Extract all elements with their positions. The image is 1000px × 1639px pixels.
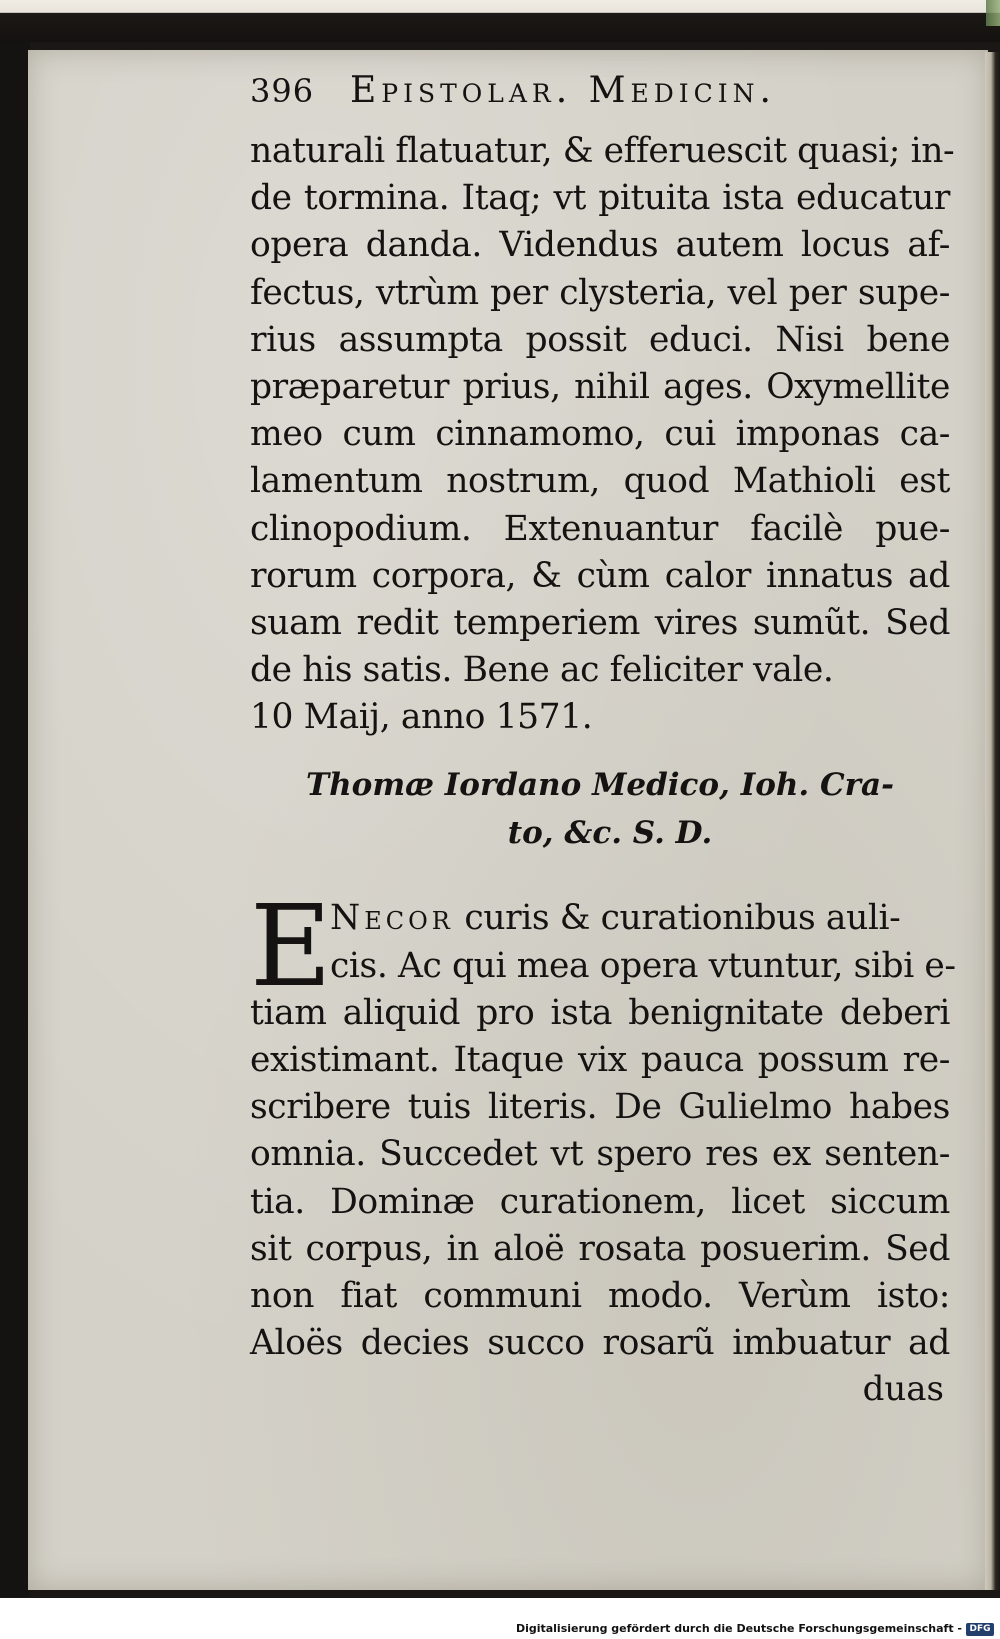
text-line: meo cum cinnamomo, cui imponas ca- [250, 414, 950, 455]
date-line: 10 Maij, anno 1571. [250, 697, 593, 738]
text-line: rius assumpta possit educi. Nisi bene [250, 319, 950, 360]
text-line: clinopodium. Extenuantur facilè pue- [250, 508, 950, 549]
text-line: cis. Ac qui mea opera vtuntur, sibi e- [330, 945, 956, 986]
text-line: lamentum nostrum, quod Mathioli est [250, 461, 950, 502]
first-line-rest: curis & curationibus auli- [453, 898, 901, 939]
letter-heading [250, 761, 950, 857]
footer-bar [0, 1598, 1000, 1639]
digitization-credit: Digitalisierung gefördert durch die Deutsche Forschungsgemeinschaft - [515, 1622, 962, 1635]
text-line: non fiat communi modo. Verùm isto: [250, 1275, 950, 1316]
text-line: opera danda. Videndus autem locus af- [250, 225, 950, 266]
drop-cap: E [250, 882, 332, 1013]
viewer-top-strip [0, 0, 1000, 42]
page-number: 396 [250, 72, 315, 110]
text-line: omnia. Succedet vt spero res ex senten- [250, 1134, 950, 1175]
text-line: existimant. Itaque vix pauca possum re- [250, 1040, 950, 1080]
first-word: Necor [330, 898, 454, 939]
dfg-logo: DFG [966, 1623, 994, 1636]
text-line: sit corpus, in aloë rosata posuerim. Sed [250, 1228, 950, 1269]
text-line: tiam aliquid pro ista benignitate deberi [250, 992, 950, 1033]
letter-heading-line: Thomæ Iordano Medico, Ioh. Cra- [306, 767, 894, 804]
catchword: duas [862, 1369, 944, 1410]
text-line: scribere tuis literis. De Gulielmo habes [250, 1087, 950, 1128]
text-line: tia. Dominæ curationem, licet siccum [250, 1181, 950, 1222]
text-line: de his satis. Bene ac feliciter vale. [250, 650, 834, 691]
page-edge [985, 52, 1000, 1590]
text-line: suam redit temperiem vires sumũt. Sed [250, 602, 950, 643]
corner-accent [986, 0, 1000, 26]
text-line: præparetur prius, nihil ages. Oxymellite [250, 366, 950, 407]
text-line: Aloës decies succo rosarũ imbuatur ad [250, 1323, 950, 1364]
text-line [250, 895, 950, 942]
running-head [250, 70, 950, 128]
scan-left-margin [0, 42, 30, 1597]
text-line: de tormina. Itaq; vt pituita ista educatur [250, 178, 950, 219]
text-line: naturali flatuatur, & efferuescit quasi; in- [250, 131, 955, 171]
text-line: rorum corpora, & cùm calor innatus ad [250, 555, 950, 596]
page-text [250, 70, 956, 1411]
previous-letter [250, 128, 955, 741]
letter-heading-line: to, &c. S. D. [507, 815, 713, 852]
letter-body [250, 882, 956, 1411]
text-line: fectus, vtrùm per clysteria, vel per supe- [250, 272, 950, 313]
running-title: Epistolar. Medicin. [350, 70, 776, 111]
